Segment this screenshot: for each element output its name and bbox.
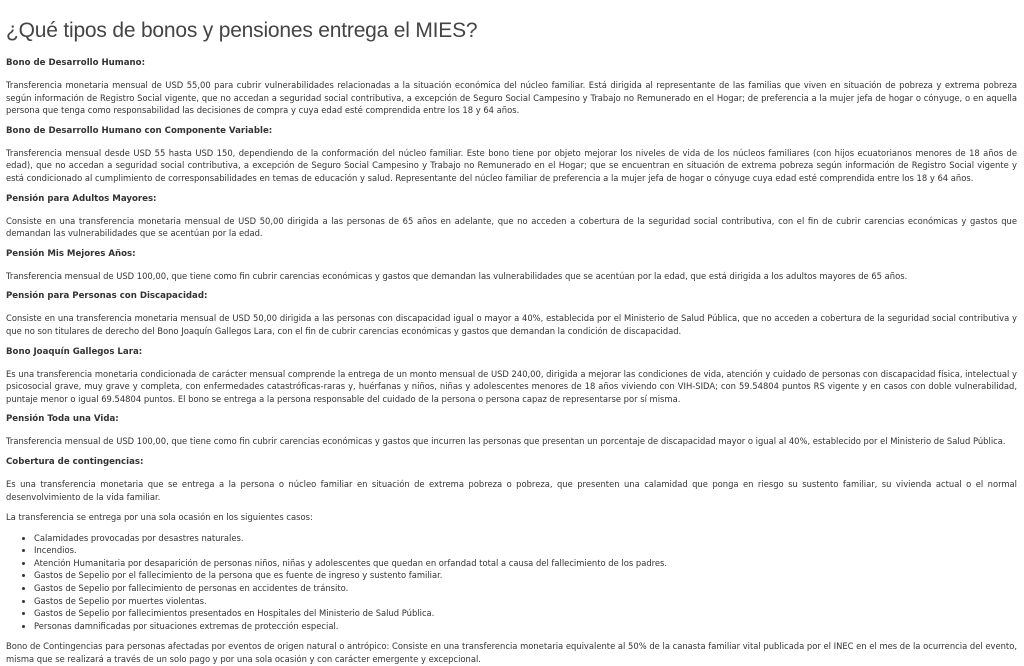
section-text: Transferencia mensual desde USD 55 hasta USD 150, dependiendo de la conformación del núcleo familiar. Este bono tiene por objeto mejorar los niveles de vida de los núcleos familiares (con hijos ecuatorianos menores de 18 años de edad), que no accedan a seguridad social contributiva, a excepción de Seguro Social Campesino y Trabajo no Remunerado en el Hogar; que se encuentran en situación de extrema pobreza según información de Registro Social vigente y está condicionado al cumplimiento de corresponsabilidades en temas de educación y salud. Representante del núcleo familiar de preferencia a la mujer jefa de hogar o cónyuge cuya edad esté comprendida entre los 18 y 64 años. — [6, 147, 1017, 183]
section-heading: Cobertura de contingencias: — [6, 456, 144, 467]
cases-intro: La transferencia se entrega por una sola ocasión en los siguientes casos: — [6, 512, 313, 523]
list-item: • Incendios. — [34, 544, 1017, 557]
page-title: ¿Qué tipos de bonos y pensiones entrega el MIES? — [6, 19, 478, 42]
list-item: • Gastos de Sepelio por muertes violentas. — [34, 595, 1017, 608]
section-text: Transferencia mensual de USD 100,00, que tiene como fin cubrir carencias económicas y gastos que incurren las personas que presentan un porcentaje de discapacidad mayor o igual al 40%, establecido por el Ministerio de Salud Pública. — [6, 436, 1006, 447]
section-heading: Pensión Mis Mejores Años: — [6, 248, 136, 259]
list-item: • Gastos de Sepelio por el fallecimiento de la persona que es fuente de ingreso y sustento familiar. — [34, 569, 1017, 582]
list-item: • Gastos de Sepelio por fallecimientos presentados en Hospitales del Ministerio de Salud Pública. — [34, 607, 1017, 620]
section-heading: Bono de Desarrollo Humano con Componente Variable: — [6, 125, 273, 136]
list-item: • Atención Humanitaria por desaparición de personas niños, niñas y adolescentes que quedan en orfandad total a causa del fallecimiento de los padres. — [34, 557, 1017, 570]
list-item: • Gastos de Sepelio por fallecimiento de personas en accidentes de tránsito. — [34, 582, 1017, 595]
section-text: Consiste en una transferencia monetaria mensual de USD 50,00 dirigida a las personas de 65 años en adelante, que no acceden a cobertura de la seguridad social contributiva, con el fin de cubrir carencias económicas y gastos que demandan las vulnerabilidades que se acentúan por la edad. — [6, 215, 1017, 239]
list-item: • Personas damnificadas por situaciones extremas de protección especial. — [34, 620, 1017, 633]
section-heading: Bono de Desarrollo Humano: — [6, 58, 146, 68]
article-body — [6, 57, 1017, 666]
list-item: • Calamidades provocadas por desastres naturales. — [34, 532, 1017, 545]
section-text: Transferencia monetaria mensual de USD 55,00 para cubrir vulnerabilidades relacionadas a la situación económica del núcleo familiar. Está dirigida al representante de las familias que viven en situación de pobreza y extrema pobreza según información de Registro Social vigente, que no accedan a seguridad social contributiva, a excepción de Seguro Social Campesino y Trabajo no Remunerado en el Hogar; de preferencia a la mujer jefa de hogar o cónyuge, o en aquella persona que tenga como responsabilidad las decisiones de compra y cuya edad esté comprendida entre los 18 y 64 años. — [6, 80, 1017, 116]
section-text: Es una transferencia monetaria que se entrega a la persona o núcleo familiar en situación de extrema pobreza o pobreza, que presenten una calamidad que ponga en riesgo su sustento familiar, su vivienda actual o el normal desenvolvimiento de la vida familiar. — [6, 478, 1017, 502]
section-text: Es una transferencia monetaria condicionada de carácter mensual comprende la entrega de un monto mensual de USD 240,00, dirigida a mejorar las condiciones de vida, atención y cuidado de personas con discapacidad física, intelectual y psicosocial grave, muy grave y completa, con enfermedades catastróficas-raras y, huérfanas y niños, niñas y adolescentes menores de 18 años viviendo con VIH-SIDA; con 59.54804 puntos RS vigente y en casos con doble vulnerabilidad, puntaje menor o igual 69.54804 puntos. El bono se entrega a la persona responsable del cuidado de la persona o persona capaz de representarse por sí misma. — [6, 368, 1017, 404]
section-text: Transferencia mensual de USD 100,00, que tiene como fin cubrir carencias económicas y gastos que demandan las vulnerabilidades que se acentúan por la edad, que está dirigida a los adultos mayores de 65 años. — [6, 270, 908, 281]
closing-text: Bono de Contingencias para personas afectadas por eventos de origen natural o antrópico: Consiste en una transferencia monetaria equivalente al 50% de la canasta familiar vital publicada por el INEC en el mes de la ocurrencia del evento, misma que se realizará a través de un solo pago y por una sola ocasión y con carácter emergente y excepcional. — [6, 641, 1017, 665]
section-heading: Pensión para Adultos Mayores: — [6, 193, 157, 204]
section-heading: Pensión Toda una Vida: — [6, 414, 119, 425]
section-heading: Bono Joaquín Gallegos Lara: — [6, 346, 143, 357]
section-text: Consiste en una transferencia monetaria mensual de USD 50,00 dirigida a las personas con discapacidad igual o mayor a 40%, establecida por el Ministerio de Salud Pública, que no acceden a cobertura de la seguridad social contributiva y que no son titulares de derecho del Bono Joaquín Gallegos Lara, con el fin de cubrir carencias económicas y gastos que demandan la condición de discapacidad. — [6, 313, 1017, 336]
cases-list — [6, 532, 1017, 633]
section-heading: Pensión para Personas con Discapacidad: — [6, 291, 208, 302]
